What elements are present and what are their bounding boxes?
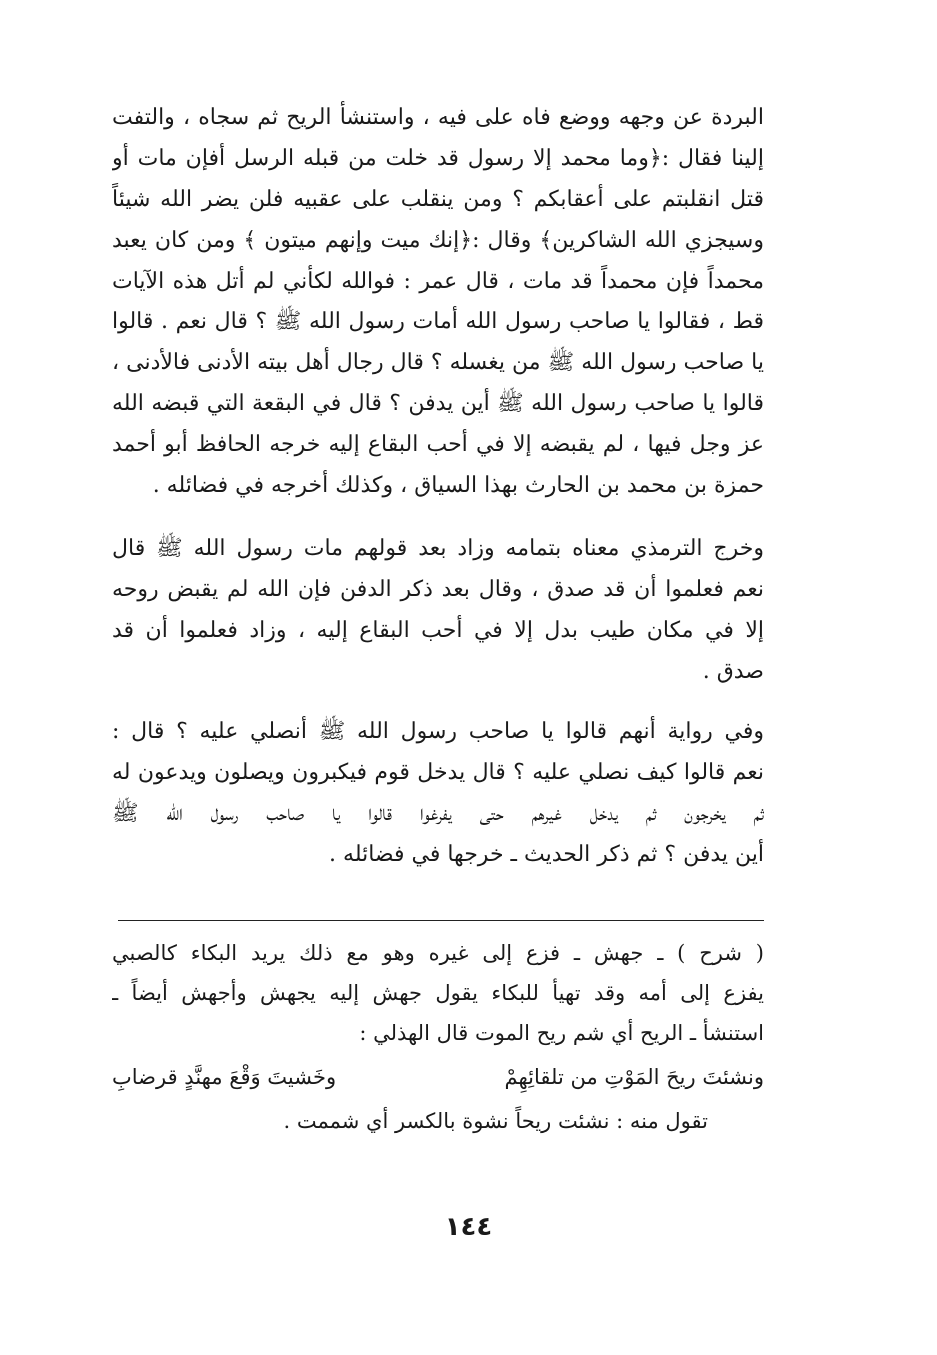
footnote-line: يفزع إلى أمه وقد تهيأ للبكاء يقول جهش إليه يجهش وأجهش أيضاً ـ <box>112 981 764 1005</box>
text-line: نعم قالوا كيف نصلي عليه ؟ قال يدخل قوم فيكبرون ويصلون ويدعون له <box>112 760 764 786</box>
text-line: البردة عن وجهه ووضع فاه على فيه ، واستنشأ الريح ثم سجاه ، والتفت <box>112 105 764 130</box>
text-line: قتل انقلبتم على أعقابكم ؟ ومن ينقلب على عقبيه فلن يضر الله شيئاً <box>112 186 764 212</box>
text-line: صدق . <box>702 658 764 684</box>
text-line: محمداً فإن محمداً قد مات ، قال عمر : فوالله لكأني لم أتل هذه الآيات <box>112 268 764 294</box>
text-line: وخرج الترمذي معناه بتمامه وزاد بعد قولهم مات رسول الله ﷺ قال <box>112 535 764 561</box>
text-line: نعم فعلموا أن قد صدق ، وقال بعد ذكر الدفن فإن الله لم يقبض روحه <box>112 576 764 602</box>
footnote-line: ( شرح ) ـ جهش ـ فزع إلى غيره وهو مع ذلك يريد البكاء كالصبي <box>112 941 764 965</box>
text-line: إلا في مكان طيب بدل إلا في أحب البقاع إليه ، وزاد فعلموا أن قد <box>112 617 764 643</box>
verse-first-hemistich: ونشئتَ ريحَ المَوْتِ من تلقائِهِمْ <box>504 1065 764 1089</box>
footnote-closing-line: تقول منه : نشئت ريحاً نشوة بالكسر أي شممت . <box>283 1109 708 1133</box>
verse-second-hemistich: وخَشيتَ وَقْعَ مهنَّدٍ قرضابِ <box>112 1065 337 1089</box>
text-line: يا صاحب رسول الله ﷺ من يغسله ؟ قال رجال أهل بيته الأدنى فالأدنى ، <box>112 350 764 376</box>
text-line: أين يدفن ؟ ثم ذكر الحديث ـ خرجها في فضائله . <box>329 842 764 868</box>
paragraph-spacer <box>112 692 764 712</box>
main-text <box>112 98 764 876</box>
text-line: وسيجزي الله الشاكرين﴾ وقال :﴿إنك ميت وإنهم ميتون ﴾ ومن كان يعبد <box>112 227 764 253</box>
page-number: ١٤٤ <box>444 1212 493 1242</box>
text-line: حمزة بن محمد بن الحارث بهذا السياق ، وكذلك أخرجه في فضائله . <box>152 473 764 499</box>
text-line: وفي رواية أنهم قالوا يا صاحب رسول الله ﷺ أنصلي عليه ؟ قال : <box>112 719 764 745</box>
text-line: ثم يخرجون ثم يدخل غيرهم حتى يفرغوا قالوا يا صاحب رسول الله ﷺ <box>112 801 764 827</box>
text-line: قط ، فقالوا يا صاحب رسول الله أمات رسول الله ﷺ ؟ قال نعم . قالوا <box>112 309 764 335</box>
poetry-verse <box>112 1053 764 1101</box>
paragraph-3 <box>112 712 764 876</box>
paragraph-spacer <box>112 507 764 529</box>
footnote-separator <box>118 920 764 921</box>
paragraph-2 <box>112 529 764 693</box>
footnote-block <box>112 933 764 1141</box>
text-line: قالوا يا صاحب رسول الله ﷺ أين يدفن ؟ قال في البقعة التي قبضه الله <box>112 391 764 417</box>
footnote-line: استنشأ ـ الريح أي شم ريح الموت قال الهذلي : <box>359 1021 764 1045</box>
paragraph-1 <box>112 98 764 507</box>
text-line: إلينا فقال :﴿وما محمد إلا رسول قد خلت من قبله الرسل أفإن مات أو <box>112 145 764 171</box>
text-line: عز وجل فيها ، لم يقبضه إلا في أحب البقاع إليه خرجه الحافظ أبو أحمد <box>112 432 764 458</box>
